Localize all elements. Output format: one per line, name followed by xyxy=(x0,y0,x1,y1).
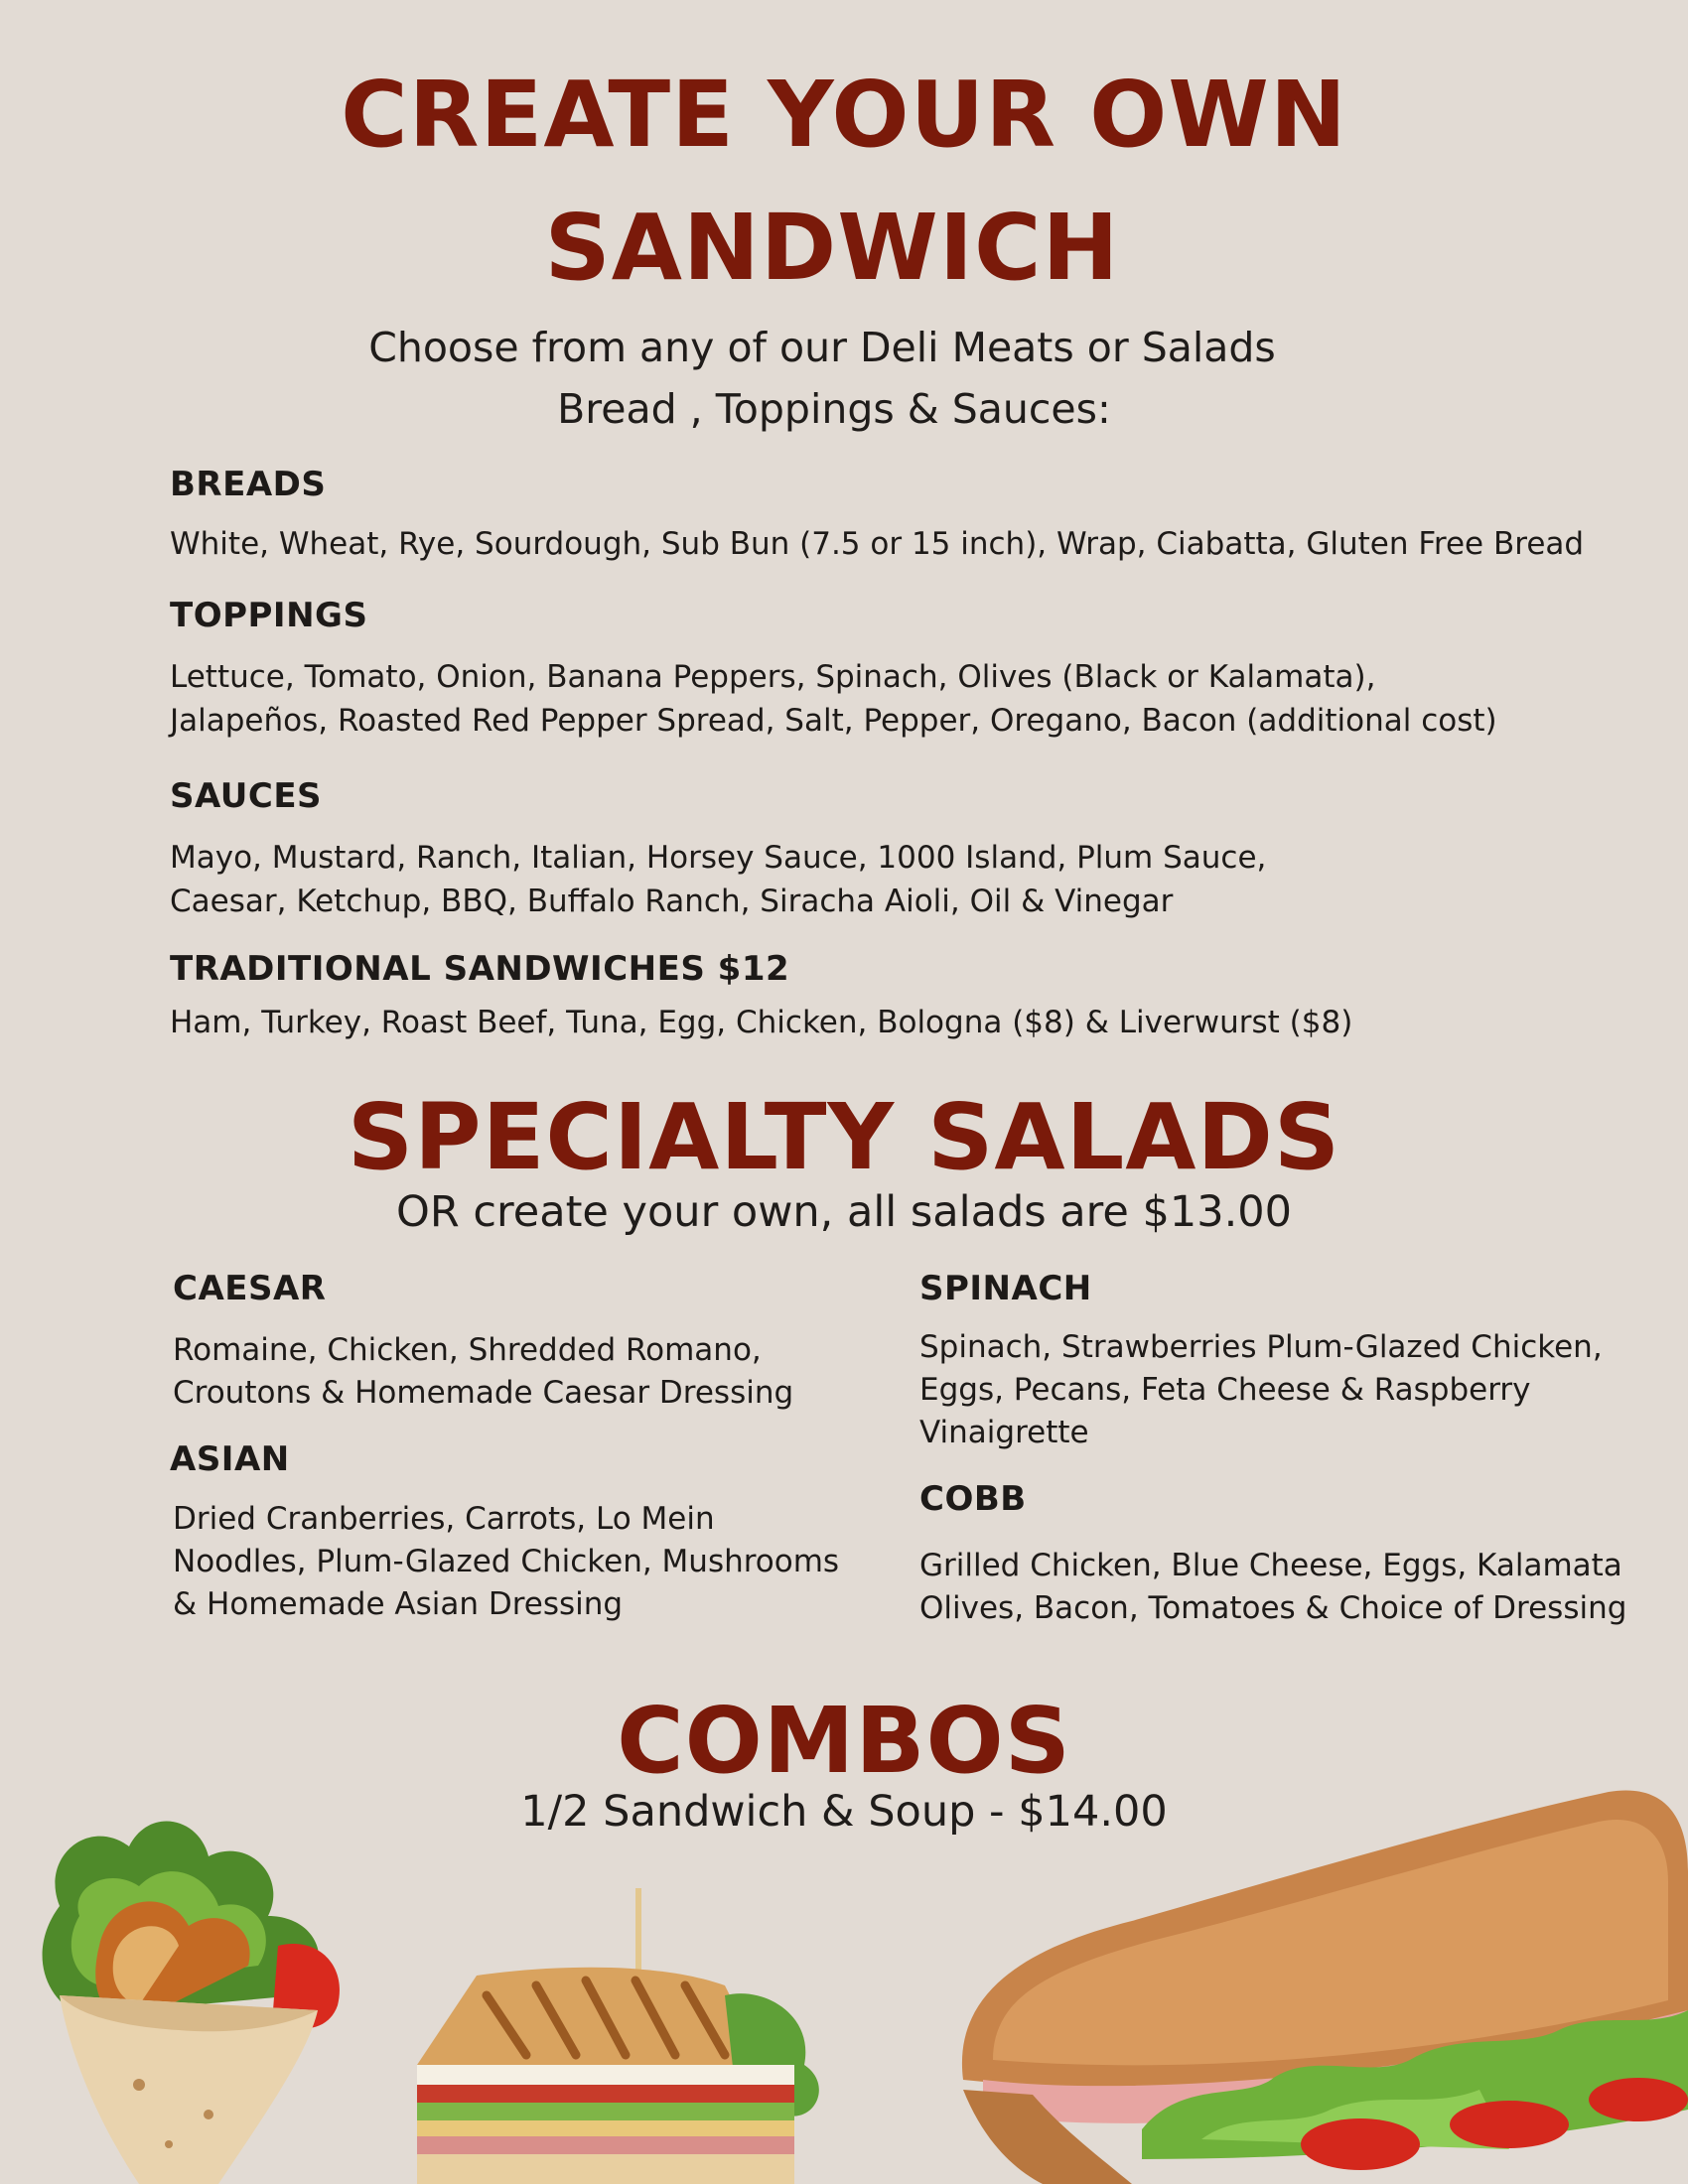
sub-sandwich-image xyxy=(953,1782,1688,2184)
title-sandwich: SANDWICH xyxy=(544,195,1120,301)
sandwich-subtitle-line2: Bread , Toppings & Sauces: xyxy=(557,385,1111,433)
title-create-your-own: CREATE YOUR OWN xyxy=(341,62,1347,168)
title-combos: COMBOS xyxy=(617,1688,1071,1794)
asian-heading: ASIAN xyxy=(170,1439,290,1479)
cobb-heading: COBB xyxy=(919,1479,1027,1519)
toppings-text-line2: Jalapeños, Roasted Red Pepper Spread, Salt, Pepper, Oregano, Bacon (additional cost) xyxy=(170,703,1497,739)
toppings-text-line1: Lettuce, Tomato, Onion, Banana Peppers, Spinach, Olives (Black or Kalamata), xyxy=(170,659,1376,695)
caesar-text-line2: Croutons & Homemade Caesar Dressing xyxy=(173,1375,794,1411)
spinach-text-line1: Spinach, Strawberries Plum-Glazed Chicken, xyxy=(919,1329,1603,1365)
caesar-text-line1: Romaine, Chicken, Shredded Romano, xyxy=(173,1332,762,1368)
traditional-text: Ham, Turkey, Roast Beef, Tuna, Egg, Chicken, Bologna ($8) & Liverwurst ($8) xyxy=(170,1005,1353,1040)
title-specialty-salads: SPECIALTY SALADS xyxy=(347,1084,1341,1190)
asian-text-line2: Noodles, Plum-Glazed Chicken, Mushrooms xyxy=(173,1544,840,1579)
asian-text-line1: Dried Cranberries, Carrots, Lo Mein xyxy=(173,1501,715,1537)
sandwich-subtitle-line1: Choose from any of our Deli Meats or Salads xyxy=(368,324,1276,371)
sauces-text-line2: Caesar, Ketchup, BBQ, Buffalo Ranch, Siracha Aioli, Oil & Vinegar xyxy=(170,884,1174,919)
spinach-heading: SPINACH xyxy=(919,1269,1092,1308)
cobb-text-line2: Olives, Bacon, Tomatoes & Choice of Dressing xyxy=(919,1590,1627,1626)
breads-heading: BREADS xyxy=(170,465,327,504)
wrap-image xyxy=(20,1797,397,2184)
toppings-heading: TOPPINGS xyxy=(170,596,368,635)
salads-subtitle: OR create your own, all salads are $13.00 xyxy=(396,1187,1292,1237)
cobb-text-line1: Grilled Chicken, Blue Cheese, Eggs, Kalamata xyxy=(919,1548,1622,1583)
spinach-text-line3: Vinaigrette xyxy=(919,1415,1089,1450)
sauces-text-line1: Mayo, Mustard, Ranch, Italian, Horsey Sauce, 1000 Island, Plum Sauce, xyxy=(170,840,1267,876)
breads-text: White, Wheat, Rye, Sourdough, Sub Bun (7.5 or 15 inch), Wrap, Ciabatta, Gluten Free Bread xyxy=(170,526,1585,562)
sauces-heading: SAUCES xyxy=(170,776,323,816)
asian-text-line3: & Homemade Asian Dressing xyxy=(173,1586,624,1622)
traditional-heading: TRADITIONAL SANDWICHES $12 xyxy=(170,949,790,989)
club-sandwich-image xyxy=(397,1886,864,2184)
combos-subtitle: 1/2 Sandwich & Soup - $14.00 xyxy=(520,1787,1168,1837)
caesar-heading: CAESAR xyxy=(173,1269,327,1308)
spinach-text-line2: Eggs, Pecans, Feta Cheese & Raspberry xyxy=(919,1372,1531,1408)
